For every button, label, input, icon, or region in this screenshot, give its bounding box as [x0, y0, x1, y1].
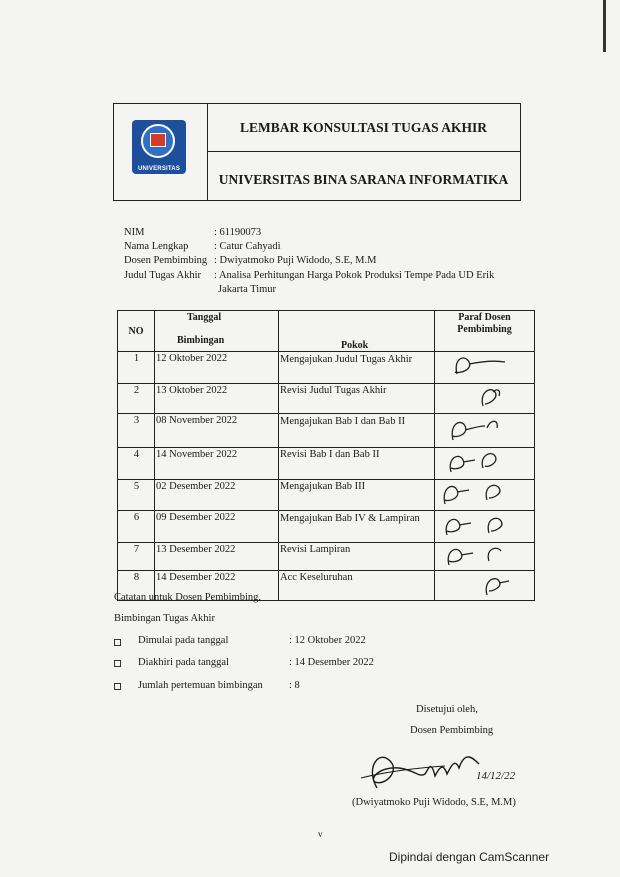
document-title: LEMBAR KONSULTASI TUGAS AKHIR	[240, 120, 487, 135]
table-row: 2 13 Oktober 2022 Revisi Judul Tugas Akhir	[118, 384, 535, 414]
row-topic: Mengajukan Judul Tugas Akhir	[280, 354, 413, 365]
header-topic: Pokok	[279, 311, 435, 352]
end-label: Diakhiri pada tanggal	[138, 657, 229, 668]
initial-signature	[435, 571, 534, 597]
count-value: : 8	[289, 680, 300, 691]
row-no: 1	[133, 353, 140, 364]
count-checkbox	[114, 683, 121, 690]
approved-by: Disetujui oleh,	[416, 704, 478, 715]
signature-date: 14/12/22	[476, 770, 516, 782]
table-row	[118, 352, 535, 384]
page-mark: v	[318, 829, 323, 839]
header-date-bottom: Bimbingan	[177, 335, 225, 346]
approver-name: (Dwiyatmoko Puji Widodo, S.E, M.M)	[352, 797, 516, 808]
start-value: : 12 Oktober 2022	[289, 635, 366, 646]
initial-signature	[435, 448, 534, 476]
header-date-top: Tanggal	[187, 312, 222, 323]
initial-signature	[435, 414, 534, 444]
initial-signature	[435, 480, 534, 507]
thesis-value-line2: Jakarta Timur	[218, 284, 277, 295]
university-logo	[132, 120, 186, 174]
university-name: UNIVERSITAS BINA SARANA INFORMATIKA	[218, 172, 509, 187]
table-row: 7 13 Desember 2022 Revisi Lampiran	[118, 543, 535, 571]
nim-value: : 61190073	[214, 227, 262, 238]
nim-label: NIM	[124, 227, 145, 238]
table-row: 8 14 Desember 2022 Acc Keseluruhan	[118, 571, 535, 601]
end-checkbox	[114, 660, 121, 667]
count-label: Jumlah pertemuan bimbingan	[138, 680, 263, 691]
logo-text: UNIVERSITAS	[137, 166, 181, 172]
advisor-signature	[355, 738, 525, 798]
initial-signature	[435, 352, 534, 380]
table-row: 4 14 November 2022 Revisi Bab I dan Bab II	[118, 448, 535, 480]
catatan-text: Catatan untuk Dosen Pembimbing.	[114, 592, 261, 603]
table-row: 5 02 Desember 2022 Mengajukan Bab III	[118, 480, 535, 511]
scan-edge-mark	[603, 0, 606, 52]
start-label: Dimulai pada tanggal	[138, 635, 229, 646]
thesis-label: Judul Tugas Akhir	[124, 270, 202, 281]
end-value: : 14 Desember 2022	[289, 657, 374, 668]
advisor-label: Dosen Pembimbing	[124, 255, 208, 266]
consultation-table	[117, 310, 535, 601]
initial-signature	[435, 384, 534, 410]
bimbingan-heading: Bimbingan Tugas Akhir	[114, 613, 215, 624]
table-row: 3 08 November 2022 Mengajukan Bab I dan Bab II	[118, 414, 535, 448]
thesis-value-line1: : Analisa Perhitungan Harga Pokok Produksi Tempe Pada UD Erik	[214, 270, 495, 281]
table-header-row	[118, 311, 535, 352]
row-date: 12 Oktober 2022	[156, 353, 228, 364]
initial-signature	[435, 543, 534, 567]
table-row: 6 09 Desember 2022 Mengajukan Bab IV & Lampiran	[118, 511, 535, 543]
initial-signature	[435, 511, 534, 539]
header-box	[113, 103, 521, 201]
header-no: NO	[118, 311, 155, 352]
start-checkbox	[114, 639, 121, 646]
approver-role: Dosen Pembimbing	[410, 725, 494, 736]
header-sign: Paraf Dosen Pembimbing	[435, 311, 535, 352]
name-label: Nama Lengkap	[124, 241, 189, 252]
advisor-value: : Dwiyatmoko Puji Widodo, S.E, M.M	[214, 255, 377, 266]
name-value: : Catur Cahyadi	[214, 241, 281, 252]
camscanner-watermark: Dipindai dengan CamScanner	[389, 850, 550, 864]
